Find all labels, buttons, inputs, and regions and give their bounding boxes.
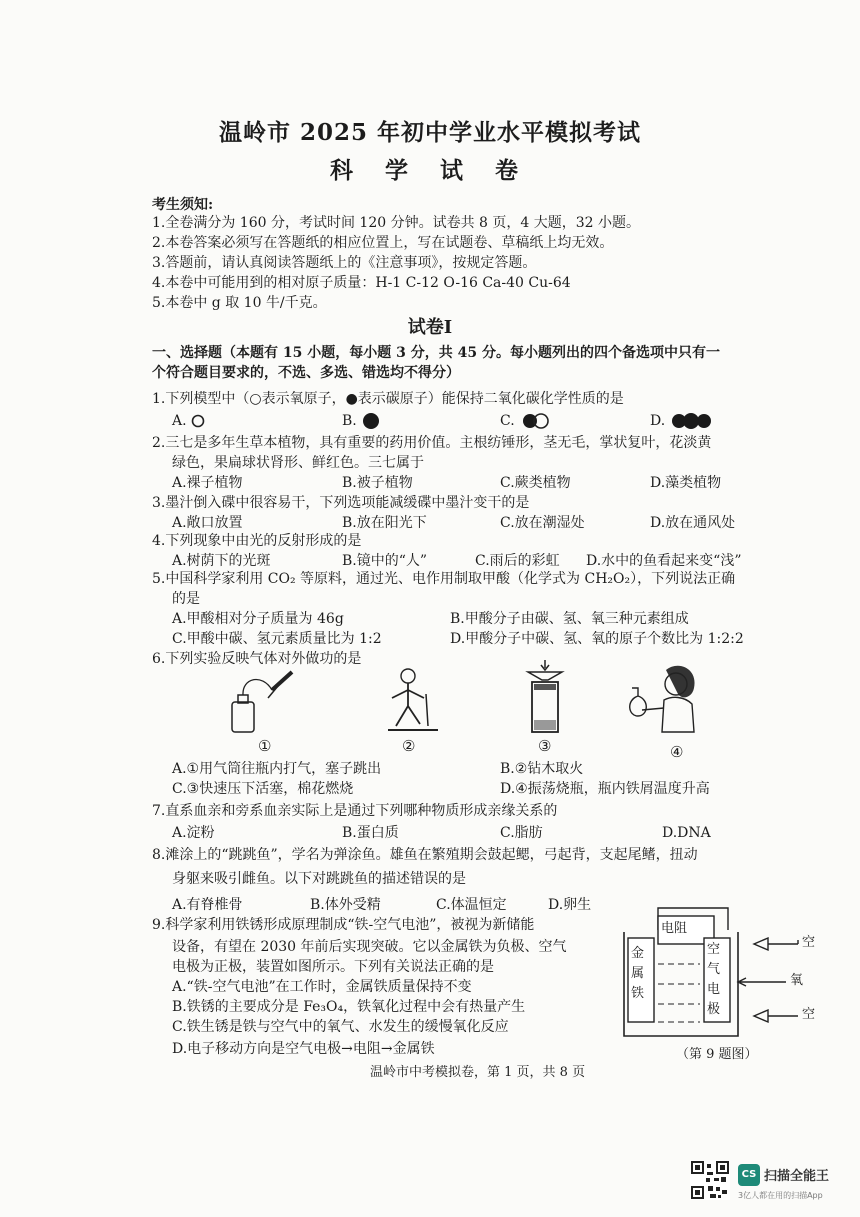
part1-heading-cont: 个符合题目要求的，不选、多选、错选均不得分） (152, 365, 460, 381)
q6-option-c: C.③快速压下活塞，棉花燃烧 (172, 781, 354, 797)
q6-figure-label: ① (258, 737, 272, 755)
q6-figure-label: ④ (670, 743, 684, 761)
q3-option-c: C.放在潮湿处 (500, 515, 585, 531)
q9-option-c: C.铁生锈是铁与空气中的氧气、水发生的缓慢氧化反应 (172, 1019, 509, 1035)
q7-option-a: A.淀粉 (172, 825, 215, 841)
notice-heading: 考生须知: (152, 197, 214, 213)
q4-option-d: D.水中的鱼看起来变“浅” (586, 553, 742, 569)
co-molecule-model-icon (519, 412, 553, 430)
q7-option-c: C.脂肪 (500, 825, 543, 841)
q8-option-b: B.体外受精 (310, 897, 381, 913)
q9-stem: 9.科学家利用铁锈形成原理制成“铁-空气电池”，被视为新储能 (152, 917, 535, 933)
scanner-app-name: 扫描全能王 (764, 1169, 830, 1184)
q6-option-b: B.②钻木取火 (500, 761, 584, 777)
q2-option-c: C.蕨类植物 (500, 475, 571, 491)
q9-fig-air-label: 空 (802, 935, 816, 950)
piston-cylinder-figure (520, 660, 570, 736)
section-title: 试卷Ⅰ (407, 317, 453, 338)
q4-option-b: B.镜中的“人” (342, 553, 428, 569)
q9-fig-oxygen-label: 氧 (790, 973, 804, 988)
q2-stem-cont: 绿色，果扁球状肾形、鲜红色。三七属于 (172, 455, 424, 471)
q6-figure-label: ③ (538, 737, 552, 755)
exam-title: 温岭市 2025 年初中学业水平模拟考试 (218, 119, 642, 146)
q2-stem: 2.三七是多年生草本植物，具有重要的药用价值。主根纺锤形，茎无毛，掌状复叶，花淡黄 (152, 435, 712, 451)
q1-stem: 1.下列模型中（○表示氧原子，●表示碳原子）能保持二氧化碳化学性质的是 (152, 391, 624, 407)
q6-stem: 6.下列实验反映气体对外做功的是 (152, 651, 362, 667)
bottle-pump-figure (222, 668, 312, 736)
q7-option-d: D.DNA (662, 825, 711, 841)
q6-option-a: A.①用气筒往瓶内打气，塞子跳出 (172, 761, 382, 777)
q9-stem-cont: 电极为正极，装置如图所示。下列有关说法正确的是 (172, 959, 494, 975)
exam-subtitle: 科 学 试 卷 (329, 157, 531, 184)
q2-option-a: A.裸子植物 (172, 475, 243, 491)
q8-stem-cont: 身躯来吸引雌鱼。以下对跳跳鱼的描述错误的是 (172, 871, 466, 887)
q1-option-c: C. (500, 412, 553, 430)
q8-option-a: A.有脊椎骨 (172, 897, 243, 913)
q8-stem: 8.滩涂上的“跳跳鱼”，学名为弹涂鱼。雄鱼在繁殖期会鼓起鳃，弓起背，支起尾鳍，扭动 (152, 847, 698, 863)
q5-option-c: C.甲酸中碳、氢元素质量比为 1:2 (172, 631, 382, 647)
q9-option-b: B.铁锈的主要成分是 Fe₃O₄，铁氧化过程中会有热量产生 (172, 999, 526, 1015)
q7-stem: 7.直系血亲和旁系血亲实际上是通过下列哪种物质形成亲缘关系的 (152, 803, 558, 819)
q3-option-d: D.放在通风处 (650, 515, 736, 531)
q3-option-a: A.敞口放置 (172, 515, 243, 531)
q9-fig-iron-label: 金属铁 (631, 946, 645, 1001)
q2-option-d: D.藻类植物 (650, 475, 722, 491)
q8-option-d: D.卵生 (548, 897, 592, 913)
q4-option-a: A.树荫下的光斑 (172, 553, 271, 569)
q4-stem: 4.下列现象中由光的反射形成的是 (152, 533, 362, 549)
q9-stem-cont: 设备，有望在 2030 年前后实现突破。它以金属铁为负极、空气 (172, 939, 567, 955)
oxygen-atom-model-icon (191, 414, 205, 428)
girl-shaking-flask-figure (622, 660, 702, 736)
carbon-atom-model-icon (361, 412, 381, 430)
q5-option-b: B.甲酸分子由碳、氢、氧三种元素组成 (450, 611, 689, 627)
q6-figure-label: ② (402, 737, 416, 755)
q5-option-a: A.甲酸相对分子质量为 46g (172, 611, 344, 627)
notice-item: 2.本卷答案必须写在答题纸的相应位置上，写在试题卷、草稿纸上均无效。 (152, 235, 614, 251)
q4-option-c: C.雨后的彩虹 (475, 553, 560, 569)
notice-item: 1.全卷满分为 160 分，考试时间 120 分钟。试卷共 8 页，4 大题，32 小题。 (152, 215, 641, 231)
q7-option-b: B.蛋白质 (342, 825, 399, 841)
q1-option-b: B. (342, 412, 381, 430)
q6-option-d: D.④振荡烧瓶，瓶内铁屑温度升高 (500, 781, 710, 797)
qr-code-icon (690, 1160, 730, 1200)
co2-molecule-model-icon (670, 412, 714, 430)
camscanner-logo-icon: CS (738, 1164, 760, 1186)
notice-item: 5.本卷中 g 取 10 牛/千克。 (152, 295, 327, 311)
q3-option-b: B.放在阳光下 (342, 515, 427, 531)
q5-option-d: D.甲酸分子中碳、氢、氧的原子个数比为 1:2:2 (450, 631, 744, 647)
q1-option-a: A. (172, 412, 205, 430)
q8-option-c: C.体温恒定 (436, 897, 507, 913)
notice-item: 4.本卷中可能用到的相对原子质量：H-1 C-12 O-16 Ca-40 Cu-64 (152, 275, 571, 291)
q9-option-d: D.电子移动方向是空气电极→电阻→金属铁 (172, 1041, 435, 1057)
q9-fig-air-label: 空 (802, 1007, 816, 1022)
q3-stem: 3.墨汁倒入碟中很容易干，下列选项能减缓碟中墨汁变干的是 (152, 495, 530, 511)
q5-stem-cont: 的是 (172, 591, 200, 607)
q9-fig-air-electrode-label: 空气电极 (707, 942, 721, 1017)
q2-option-b: B.被子植物 (342, 475, 413, 491)
q9-fig-resistor-label: 电阻 (661, 921, 688, 936)
wood-drilling-figure (378, 664, 448, 736)
page-footer: 温岭市中考模拟卷，第 1 页，共 8 页 (370, 1065, 586, 1080)
scanner-app-tagline: 3亿人都在用的扫描App (738, 1191, 823, 1200)
q1-option-d: D. (650, 412, 714, 430)
notice-item: 3.答题前，请认真阅读答题纸上的《注意事项》，按规定答题。 (152, 255, 537, 271)
q9-figure-caption: （第 9 题图） (676, 1047, 758, 1062)
part1-heading: 一、选择题（本题有 15 小题，每小题 3 分，共 45 分。每小题列出的四个备选项中只有一 (152, 345, 720, 361)
q9-option-a: A.“铁-空气电池”在工作时，金属铁质量保持不变 (172, 979, 472, 995)
q5-stem: 5.中国科学家利用 CO₂ 等原料，通过光、电作用制取甲酸（化学式为 CH₂O₂），下列说法正确 (152, 571, 736, 587)
